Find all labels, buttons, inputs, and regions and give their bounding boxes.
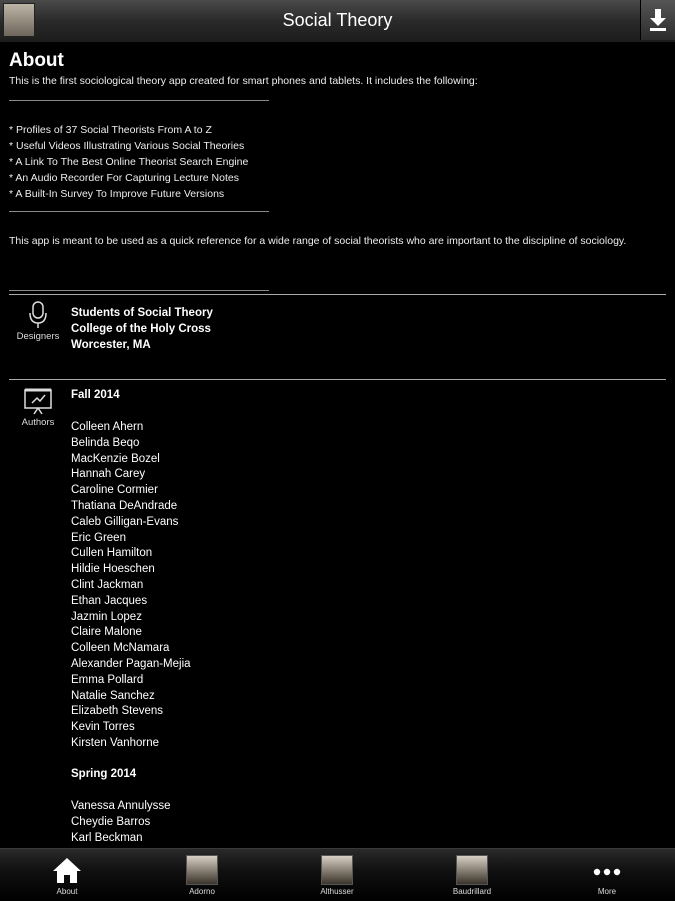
author-name: Cheydie Barros xyxy=(71,815,151,828)
tab-more[interactable] xyxy=(567,849,647,901)
author-name: Hannah Carey xyxy=(71,468,146,481)
top-bar xyxy=(0,0,675,43)
author-name: Cullen Hamilton xyxy=(71,547,153,560)
list-item: * An Audio Recorder For Capturing Lecture Notes xyxy=(9,172,239,184)
term-heading: Spring 2014 xyxy=(71,768,137,780)
list-item: * Useful Videos Illustrating Various Social Theories xyxy=(9,140,245,152)
divider xyxy=(9,290,269,291)
author-name: Jazmin Lopez xyxy=(71,610,142,623)
list-item: * A Built-In Survey To Improve Future Versions xyxy=(9,188,225,200)
tab-label: More xyxy=(597,887,617,896)
author-name: Claire Malone xyxy=(71,626,142,639)
intro-text: This is the first sociological theory app created for smart phones and tablets. It includes the following: xyxy=(9,75,478,87)
app-title: Social Theory xyxy=(282,10,393,30)
download-button[interactable] xyxy=(640,0,675,40)
author-name: Karl Beckman xyxy=(71,831,143,844)
home-icon xyxy=(51,855,83,885)
list-item: * Profiles of 37 Social Theorists From A to Z xyxy=(9,124,212,136)
author-name: Hildie Hoeschen xyxy=(71,563,155,576)
designers-section-icon xyxy=(10,301,66,342)
author-name: Eric Green xyxy=(71,531,126,544)
author-name: Natalie Sanchez xyxy=(71,689,155,702)
authors-label: Authors xyxy=(21,417,55,428)
divider xyxy=(9,211,269,212)
more-dots-icon xyxy=(591,855,623,885)
section-divider xyxy=(9,379,666,380)
download-icon xyxy=(649,9,667,31)
about-content[interactable] xyxy=(0,43,675,848)
spring-author-list xyxy=(71,799,171,846)
designers-line: Students of Social Theory xyxy=(71,307,213,319)
author-name: Clint Jackman xyxy=(71,578,144,591)
author-name: Caleb Gilligan-Evans xyxy=(71,515,179,528)
author-name: Belinda Beqo xyxy=(71,436,140,449)
adorno-portrait xyxy=(186,855,218,885)
tab-bar xyxy=(0,848,675,901)
page-title: About xyxy=(9,50,64,71)
section-divider xyxy=(9,294,666,295)
author-name: Kirsten Vanhorne xyxy=(71,736,160,749)
designers-label: Designers xyxy=(16,331,60,342)
purpose-text: This app is meant to be used as a quick reference for a wide range of social theorists who are important to the discipline of sociology. xyxy=(9,235,627,247)
author-name: Ethan Jacques xyxy=(71,594,148,607)
tab-label: About xyxy=(56,887,78,896)
author-name: Emma Pollard xyxy=(71,673,144,686)
baudrillard-portrait xyxy=(456,855,488,885)
divider xyxy=(9,100,269,101)
author-name: Kevin Torres xyxy=(71,721,135,734)
feature-list xyxy=(9,122,248,202)
tab-label: Althusser xyxy=(320,887,354,896)
althusser-portrait xyxy=(321,855,353,885)
author-name: Vanessa Annulysse xyxy=(71,800,171,812)
tab-about[interactable] xyxy=(27,849,107,901)
term-heading: Fall 2014 xyxy=(71,389,120,401)
author-name: Colleen McNamara xyxy=(71,642,170,655)
presentation-board-icon xyxy=(24,387,52,415)
author-name: MacKenzie Bozel xyxy=(71,452,160,465)
designers-line: Worcester, MA xyxy=(71,339,151,351)
authors-section-icon xyxy=(10,387,66,428)
list-item: * A Link To The Best Online Theorist Search Engine xyxy=(9,156,249,168)
author-name: Elizabeth Stevens xyxy=(71,705,164,718)
author-name: Colleen Ahern xyxy=(71,421,144,433)
author-name: Thatiana DeAndrade xyxy=(71,499,178,512)
tab-label: Baudrillard xyxy=(452,887,492,896)
tab-label: Adorno xyxy=(189,887,215,896)
tab-adorno[interactable] xyxy=(162,849,242,901)
author-name: Caroline Cormier xyxy=(71,484,158,497)
author-name: Alexander Pagan-Mejia xyxy=(71,657,191,670)
tab-althusser[interactable] xyxy=(297,849,377,901)
microphone-icon xyxy=(27,301,49,329)
tab-baudrillard[interactable] xyxy=(432,849,512,901)
fall-author-list xyxy=(71,420,191,752)
designers-line: College of the Holy Cross xyxy=(71,323,211,335)
designers-info xyxy=(71,305,213,353)
